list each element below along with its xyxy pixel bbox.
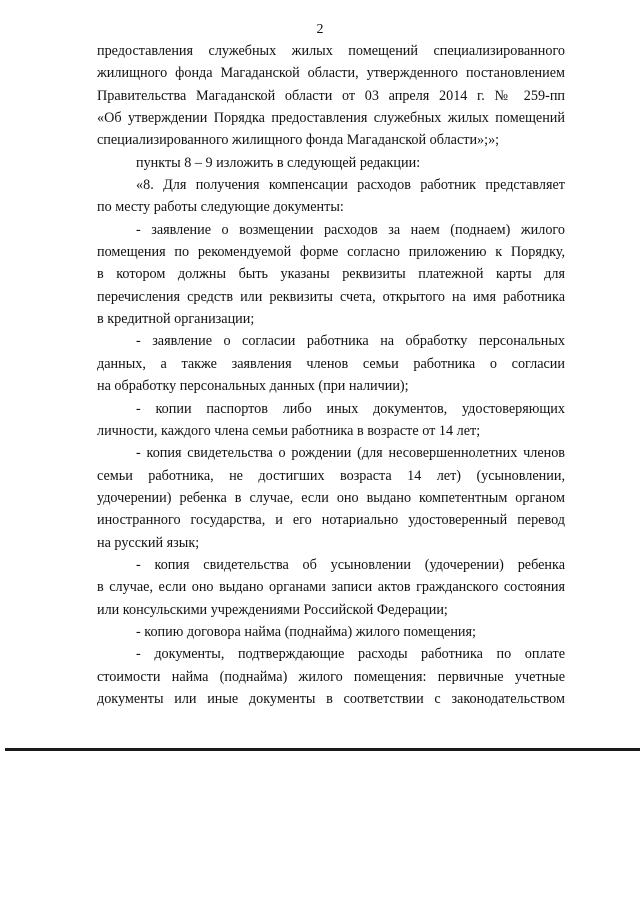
paragraph-item-8: [97, 174, 565, 219]
text-line: помещения по рекомендуемой форме согласно приложению к Порядку,: [97, 244, 565, 261]
text-line: «Об утверждении Порядка предоставления служебных жилых помещений: [97, 110, 565, 127]
text-line: жилищного фонда Магаданской области, утвержденного постановлением: [97, 65, 565, 82]
text-line: - копия свидетельства об усыновлении (удочерении) ребенка: [136, 556, 565, 573]
paragraph-items-8-9: [97, 152, 565, 174]
text-line: в котором должны быть указаны реквизиты платежной карты для: [97, 266, 565, 283]
list-item-birth-certificate: [97, 442, 565, 554]
text-line: по месту работы следующие документы:: [97, 199, 344, 216]
page-bottom-rule: [5, 748, 640, 751]
text-line: - копия свидетельства о рождении (для несовершеннолетних членов: [136, 445, 565, 462]
text-line: или консульскими учреждениями Российской Федерации;: [97, 601, 448, 618]
text-line: иностранного государства, и его нотариально удостоверенный перевод: [97, 512, 565, 529]
document-body: [97, 40, 565, 710]
text-line: на русский язык;: [97, 534, 200, 551]
text-line: - заявление о возмещении расходов за наем (поднаем) жилого: [136, 221, 565, 238]
text-line: стоимости найма (поднайма) жилого помещения: первичные учетные: [97, 668, 565, 685]
text-line: Правительства Магаданской области от 03 апреля 2014 г. № 259-пп: [97, 87, 565, 104]
text-line: предоставления служебных жилых помещений специализированного: [97, 43, 565, 59]
text-line: «8. Для получения компенсации расходов работник представляет: [136, 177, 565, 194]
text-line: - заявление о согласии работника на обработку персональных: [136, 333, 565, 350]
list-item-lease-contract: [97, 621, 565, 643]
text-line: личности, каждого члена семьи работника в возрасте от 14 лет;: [97, 422, 481, 439]
text-line: в кредитной организации;: [97, 311, 255, 328]
page-number: 2: [316, 22, 324, 37]
list-item-application: [97, 219, 565, 331]
text-line: пункты 8 – 9 изложить в следующей редакции:: [136, 154, 421, 171]
text-line: перечисления средств или реквизиты счета, открытого на имя работника: [97, 288, 565, 305]
text-line: удочерении) ребенка в случае, если оно выдано компетентным органом: [97, 489, 565, 506]
text-line: - документы, подтверждающие расходы работника по оплате: [136, 646, 565, 663]
text-line: документы или иные документы в соответствии с законодательством: [97, 690, 565, 707]
text-line: в случае, если оно выдано органами записи актов гражданского состояния: [97, 579, 565, 596]
list-item-passports: [97, 398, 565, 443]
list-item-expense-documents: [97, 643, 565, 710]
text-line: специализированного жилищного фонда Магаданской области»;»;: [97, 132, 500, 149]
text-line: - копии паспортов либо иных документов, удостоверяющих: [136, 400, 565, 417]
text-line: данных, а также заявления членов семьи работника о согласии: [97, 355, 565, 372]
list-item-consent: [97, 330, 565, 397]
text-line: семьи работника, не достигших возраста 14 лет) (усыновлении,: [97, 467, 565, 484]
text-line: - копию договора найма (поднайма) жилого помещения;: [136, 623, 476, 640]
text-line: на обработку персональных данных (при наличии);: [97, 378, 409, 395]
list-item-adoption-certificate: [97, 554, 565, 621]
paragraph-intro: [97, 40, 565, 152]
